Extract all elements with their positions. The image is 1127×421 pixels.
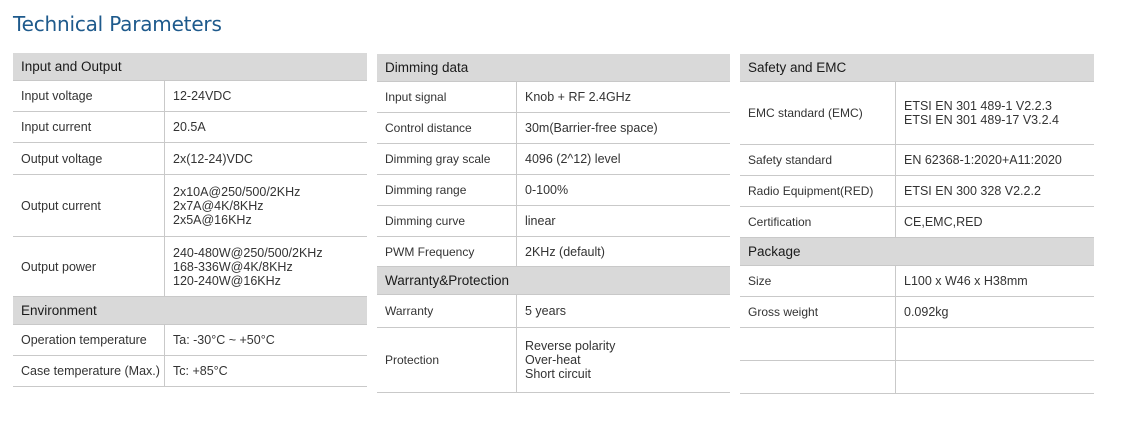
section-input-output	[13, 81, 367, 297]
section-heading-dimming: Dimming data	[377, 54, 730, 82]
spec-label	[740, 361, 896, 393]
spec-value-line: EN 62368-1:2020+A11:2020	[904, 153, 1062, 167]
spec-value-line: 2KHz (default)	[525, 244, 605, 259]
spec-value-line: 5 years	[525, 304, 566, 318]
spec-row	[377, 328, 730, 393]
spec-value	[896, 207, 982, 237]
spec-label: Radio Equipment(RED)	[740, 176, 896, 206]
spec-row	[740, 297, 1094, 328]
spec-value-line: Tc: +85°C	[173, 364, 228, 378]
spec-label: Dimming gray scale	[377, 144, 517, 174]
spec-row	[377, 295, 730, 328]
spec-label: EMC standard (EMC)	[740, 82, 896, 144]
spec-value-line: 2x7A@4K/8KHz	[173, 198, 264, 213]
spec-label: Warranty	[377, 295, 517, 327]
spec-value-line: 168-336W@4K/8KHz	[173, 259, 293, 274]
spec-value-line: 12-24VDC	[173, 89, 232, 103]
section-heading-warranty: Warranty&Protection	[377, 267, 730, 295]
spec-value	[165, 81, 231, 111]
spec-value-line: Ta: -30°C ~ +50°C	[173, 333, 275, 347]
spec-value-line: 0.092kg	[904, 305, 949, 319]
page-title: Technical Parameters	[13, 12, 222, 36]
spec-value	[896, 297, 948, 327]
spec-value-line: ETSI EN 301 489-17 V3.2.4	[904, 113, 1059, 127]
spec-value	[517, 237, 605, 266]
section-heading-input-output: Input and Output	[13, 53, 367, 81]
spec-value	[165, 356, 228, 386]
spec-value-line: 4096 (2^12) level	[525, 152, 621, 166]
column-dimming-warranty	[377, 54, 730, 393]
spec-value-line: 20.5A	[173, 120, 206, 134]
spec-row	[13, 143, 367, 175]
spec-row	[740, 207, 1094, 238]
spec-label: Dimming range	[377, 175, 517, 205]
spec-label: Input voltage	[13, 81, 165, 111]
spec-label: Operation temperature	[13, 325, 165, 355]
spec-value	[517, 328, 615, 392]
spec-value	[165, 112, 206, 142]
spec-label: Size	[740, 266, 896, 296]
spec-value-line: Reverse polarity	[525, 339, 616, 353]
spec-label: Output power	[13, 237, 165, 296]
spec-value-line: Short circuit	[525, 367, 591, 381]
spec-value-line: L100 x W46 x H38mm	[904, 274, 1028, 288]
spec-row	[13, 325, 367, 356]
spec-value-line: 120-240W@16KHz	[173, 273, 281, 288]
spec-value	[165, 175, 300, 236]
spec-label: Output voltage	[13, 143, 165, 174]
spec-label: Control distance	[377, 113, 517, 143]
spec-value	[165, 143, 253, 174]
spec-value	[165, 325, 275, 355]
spec-value-line: ETSI EN 300 328 V2.2.2	[904, 184, 1041, 198]
spec-value	[896, 82, 1059, 144]
spec-row	[377, 175, 730, 206]
spec-label: Gross weight	[740, 297, 896, 327]
spec-label	[740, 328, 896, 360]
spec-value-line: Over-heat	[525, 353, 581, 367]
spec-label: Safety standard	[740, 145, 896, 175]
column-input-output-environment	[13, 53, 367, 387]
spec-value-line: CE,EMC,RED	[904, 215, 983, 229]
column-safety-package	[740, 54, 1094, 394]
spec-row	[740, 176, 1094, 207]
spec-value	[165, 237, 323, 296]
spec-value-line: Knob + RF 2.4GHz	[525, 90, 631, 104]
spec-value	[517, 175, 568, 205]
spec-value	[517, 113, 658, 143]
spec-row	[377, 237, 730, 267]
section-environment	[13, 325, 367, 387]
spec-row	[377, 82, 730, 113]
spec-row	[740, 266, 1094, 297]
spec-row	[13, 175, 367, 237]
spec-value-line: 30m(Barrier-free space)	[525, 121, 658, 135]
spec-value-line: 0-100%	[525, 183, 569, 197]
spec-row	[13, 356, 367, 387]
spec-value-line: 2x10A@250/500/2KHz	[173, 184, 301, 199]
spec-value	[896, 145, 1062, 175]
spec-row	[377, 144, 730, 175]
spec-label: Certification	[740, 207, 896, 237]
spec-row	[13, 237, 367, 297]
spec-label: PWM Frequency	[377, 237, 517, 266]
spec-value-line: 240-480W@250/500/2KHz	[173, 245, 323, 260]
spec-value	[517, 206, 556, 236]
spec-row	[740, 82, 1094, 145]
spec-value	[517, 295, 566, 327]
section-package	[740, 266, 1094, 394]
spec-value-line: 2x5A@16KHz	[173, 212, 252, 227]
spec-label: Input signal	[377, 82, 517, 112]
spec-value	[896, 328, 904, 360]
spec-row	[740, 328, 1094, 361]
section-heading-safety: Safety and EMC	[740, 54, 1094, 82]
spec-row	[377, 113, 730, 144]
spec-row	[13, 81, 367, 112]
section-heading-package: Package	[740, 238, 1094, 266]
spec-row	[377, 206, 730, 237]
spec-value-line: 2x(12-24)VDC	[173, 151, 253, 166]
spec-label: Case temperature (Max.)	[13, 356, 165, 386]
spec-value	[517, 144, 621, 174]
spec-label: Output current	[13, 175, 165, 236]
spec-label: Protection	[377, 328, 517, 392]
section-heading-environment: Environment	[13, 297, 367, 325]
section-dimming	[377, 82, 730, 267]
spec-row	[13, 112, 367, 143]
spec-row	[740, 145, 1094, 176]
section-warranty	[377, 295, 730, 393]
spec-label: Input current	[13, 112, 165, 142]
spec-value	[517, 82, 631, 112]
spec-label: Dimming curve	[377, 206, 517, 236]
spec-value	[896, 266, 1028, 296]
spec-value-line: linear	[525, 214, 556, 228]
spec-value	[896, 176, 1041, 206]
spec-value	[896, 361, 904, 393]
section-safety	[740, 82, 1094, 238]
spec-value-line: ETSI EN 301 489-1 V2.2.3	[904, 99, 1053, 113]
spec-row	[740, 361, 1094, 394]
